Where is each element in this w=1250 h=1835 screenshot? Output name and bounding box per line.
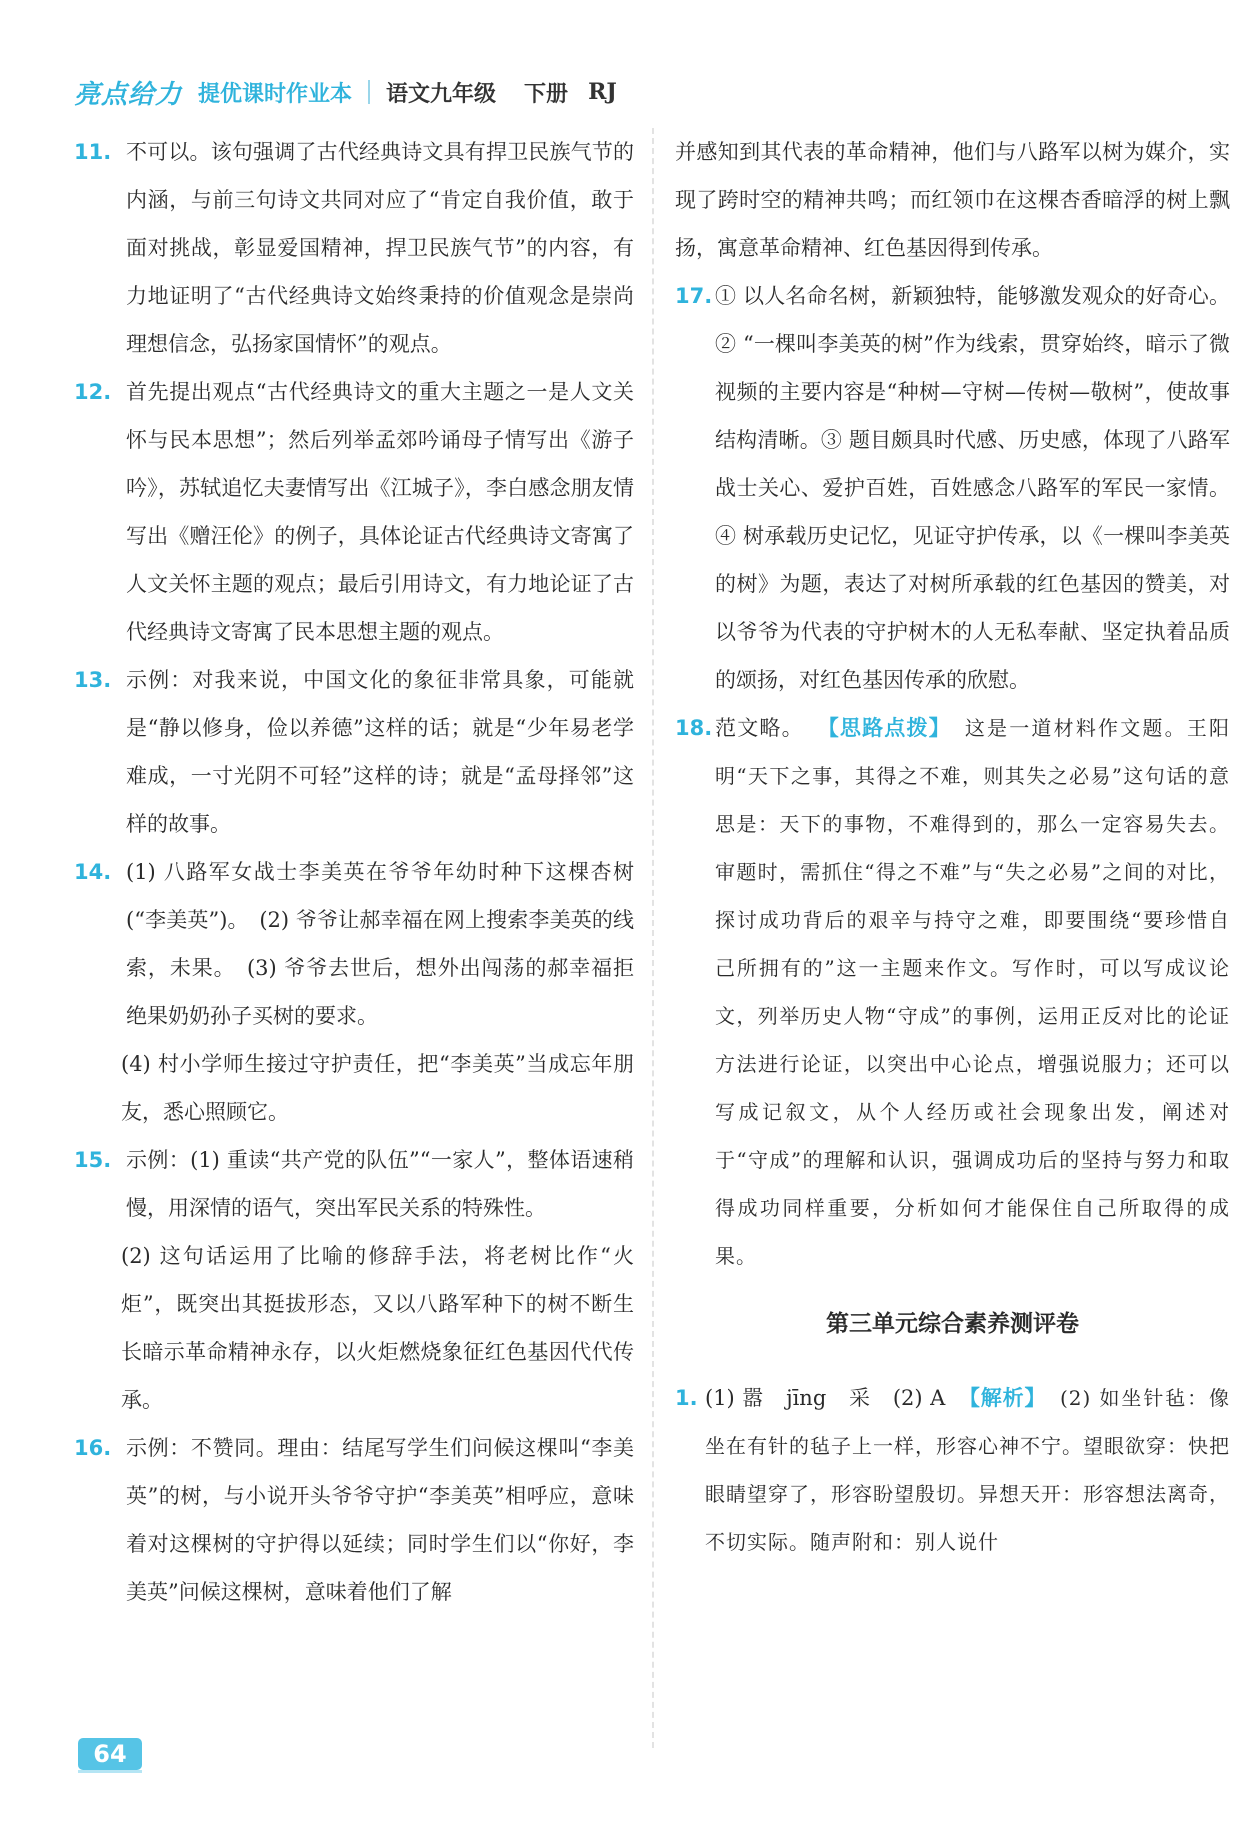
brand-logo: 亮点给力	[74, 79, 183, 110]
answer-text: 示例：不赞同。理由：结尾写学生们问候这棵叫“李美英”的树，与小说开头爷爷守护“李美英”相呼应，意味着对这棵树的守护得以延续；同时学生们以“你好，李美英”问候这棵树，意味着他们了解	[126, 1436, 634, 1604]
answer-lead: (1) 嚣 jīng 采 (2) A	[705, 1386, 946, 1410]
answer-text: 示例：对我来说，中国文化的象征非常具象，可能就是“静以修身，俭以养德”这样的话；就是“少年易老学难成，一寸光阴不可轻”这样的诗；就是“孟母择邻”这样的故事。	[126, 668, 634, 836]
answer-text: ① 以人名命名树，新颖独特，能够激发观众的好奇心。② “一棵叫李美英的树”作为线索，贯穿始终，暗示了微视频的主要内容是“种树—守树—传树—敬树”，使故事结构清晰。③ 题目颇具时代感、历史感，体现了八路军战士关心、爱护百姓，百姓感念八路军的军民一家情。④ 树承载历史记忆，见证守护传承，以《一棵叫李美英的树》为题，表达了对树所承载的红色基因的赞美，对以爷爷为代表的守护树木的人无私奉献、坚定执着品质的颂扬，对红色基因传承的欣慰。	[715, 284, 1230, 692]
answer-1	[675, 1374, 1230, 1566]
answer-14-part4: (4) 村小学师生接过守护责任，把“李美英”当成忘年朋友，悉心照顾它。	[121, 1052, 634, 1124]
series-title: 提优课时作业本	[198, 81, 353, 107]
answer-15	[74, 1136, 634, 1232]
page-number-underline	[78, 1770, 142, 1773]
left-column	[74, 128, 634, 1616]
analysis-label: 【解析】	[958, 1386, 1047, 1410]
column-divider	[652, 128, 654, 1748]
right-column	[675, 128, 1230, 1566]
answer-16	[74, 1424, 634, 1616]
question-number: 1.	[675, 1386, 698, 1410]
page-number: 64	[78, 1738, 142, 1770]
question-number: 13.	[74, 668, 112, 692]
question-number: 18.	[675, 716, 713, 740]
question-number: 12.	[74, 380, 112, 404]
answer-11	[74, 128, 634, 368]
answer-13	[74, 656, 634, 848]
answer-14	[74, 848, 634, 1040]
answer-text: (2) 如坐针毡：像坐在有针的毡子上一样，形容心神不宁。望眼欲穿：快把眼睛望穿了，形容盼望殷切。异想天开：形容想法离奇，不切实际。随声附和：别人说什	[705, 1386, 1230, 1554]
subject-grade: 语文九年级	[386, 81, 497, 107]
question-number: 14.	[74, 860, 112, 884]
question-number: 15.	[74, 1148, 112, 1172]
answer-17	[675, 272, 1230, 704]
answer-16-continued: 并感知到其代表的革命精神，他们与八路军以树为媒介，实现了跨时空的精神共鸣；而红领巾在这棵杏香暗浮的树上飘扬，寓意革命精神、红色基因得到传承。	[675, 140, 1230, 260]
edition-label: RJ	[588, 79, 617, 105]
answer-18	[675, 704, 1230, 1280]
question-number: 17.	[675, 284, 713, 308]
tip-label: 【思路点拨】	[817, 716, 951, 740]
answer-15-part2: (2) 这句话运用了比喻的修辞手法，将老树比作“火炬”，既突出其挺拔形态，又以八路军种下的树不断生长暗示革命精神永存，以火炬燃烧象征红色基因代代传承。	[121, 1244, 634, 1412]
question-number: 11.	[74, 140, 112, 164]
answer-text: 这是一道材料作文题。王阳明“天下之事，其得之不难，则其失之必易”这句话的意思是：天下的事物，不难得到的，那么一定容易失去。审题时，需抓住“得之不难”与“失之必易”之间的对比，探讨成功背后的艰辛与持守之难，即要围绕“要珍惜自己所拥有的”这一主题来作文。写作时，可以写成议论文，列举历史人物“守成”的事例，运用正反对比的论证方法进行论证，以突出中心论点，增强说服力；还可以写成记叙文，从个人经历或社会现象出发，阐述对于“守成”的理解和认识，强调成功后的坚持与努力和取得成功同样重要，分析如何才能保住自己所取得的成果。	[715, 716, 1231, 1268]
answer-text: 首先提出观点“古代经典诗文的重大主题之一是人文关怀与民本思想”；然后列举孟郊吟诵母子情写出《游子吟》，苏轼追忆夫妻情写出《江城子》，李白感念朋友情写出《赠汪伦》的例子，具体论证古代经典诗文寄寓了人文关怀主题的观点；最后引用诗文，有力地论证了古代经典诗文寄寓了民本思想主题的观点。	[126, 380, 634, 644]
answer-text: 示例：(1) 重读“共产党的队伍”“一家人”，整体语速稍慢，用深情的语气，突出军民关系的特殊性。	[126, 1148, 634, 1220]
answer-text: 不可以。该句强调了古代经典诗文具有捍卫民族气节的内涵，与前三句诗文共同对应了“肯定自我价值，敢于面对挑战，彰显爱国精神，捍卫民族气节”的内容，有力地证明了“古代经典诗文始终秉持的价值观念是崇尚理想信念，弘扬家国情怀”的观点。	[126, 140, 634, 356]
answer-12	[74, 368, 634, 656]
page-header	[74, 72, 617, 112]
header-divider	[368, 80, 370, 104]
answer-lead: 范文略。	[715, 716, 804, 740]
question-number: 16.	[74, 1436, 112, 1460]
volume-label: 下册	[524, 81, 569, 107]
answer-text: (1) 八路军女战士李美英在爷爷年幼时种下这棵杏树(“李美英”)。 (2) 爷爷让郝幸福在网上搜索李美英的线索，未果。 (3) 爷爷去世后，想外出闯荡的郝幸福拒绝果奶奶孙子买树的要求。	[126, 860, 634, 1028]
section-title: 第三单元综合素养测评卷	[826, 1311, 1079, 1337]
